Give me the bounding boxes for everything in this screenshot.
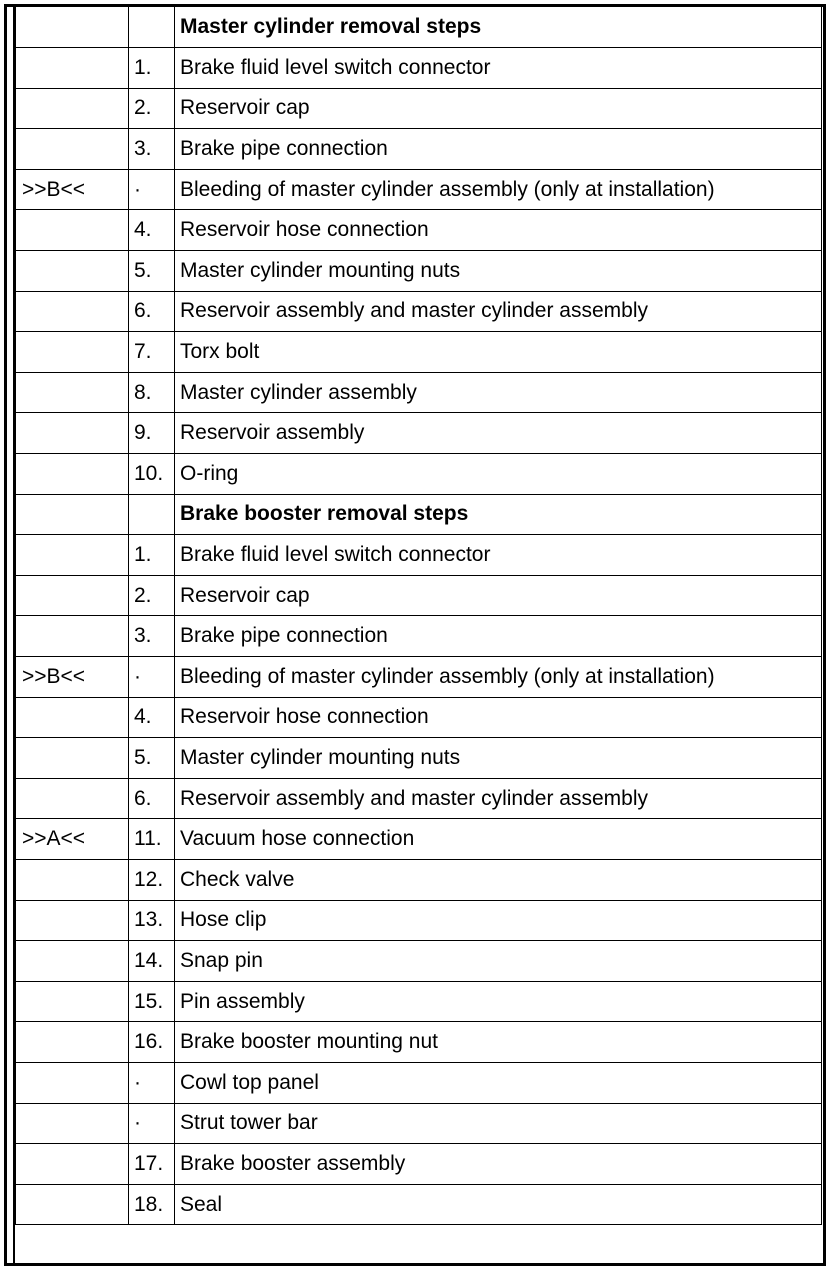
table-row xyxy=(16,1062,822,1103)
reference-cell xyxy=(16,494,129,535)
step-number-cell: 15. xyxy=(129,981,175,1022)
step-description-cell: Strut tower bar xyxy=(175,1103,822,1144)
reference-cell xyxy=(16,535,129,576)
reference-cell xyxy=(16,575,129,616)
step-number-cell: 12. xyxy=(129,859,175,900)
step-number-cell: 3. xyxy=(129,616,175,657)
step-description-cell: Reservoir cap xyxy=(175,88,822,129)
table-row xyxy=(16,1022,822,1063)
table-row xyxy=(16,1184,822,1225)
table-row xyxy=(16,535,822,576)
step-description-cell: O-ring xyxy=(175,454,822,495)
reference-cell: >>A<< xyxy=(16,819,129,860)
step-description-cell: Reservoir hose connection xyxy=(175,210,822,251)
reference-cell xyxy=(16,251,129,292)
step-description-cell: Brake pipe connection xyxy=(175,129,822,170)
reference-cell xyxy=(16,900,129,941)
reference-cell xyxy=(16,413,129,454)
step-description-cell: Brake booster assembly xyxy=(175,1144,822,1185)
reference-cell xyxy=(16,332,129,373)
step-description-cell: Master cylinder mounting nuts xyxy=(175,738,822,779)
table-row xyxy=(16,48,822,89)
step-description-cell: Reservoir cap xyxy=(175,575,822,616)
step-description-cell: Master cylinder assembly xyxy=(175,372,822,413)
reference-cell xyxy=(16,1062,129,1103)
reference-cell xyxy=(16,48,129,89)
table-row xyxy=(16,819,822,860)
reference-cell xyxy=(16,1144,129,1185)
step-number-cell: 16. xyxy=(129,1022,175,1063)
table-row xyxy=(16,372,822,413)
reference-cell xyxy=(16,454,129,495)
step-description-cell: Pin assembly xyxy=(175,981,822,1022)
step-number-cell: · xyxy=(129,1062,175,1103)
step-description-cell: Bleeding of master cylinder assembly (only at installation) xyxy=(175,657,822,698)
step-description-cell: Vacuum hose connection xyxy=(175,819,822,860)
reference-cell: >>B<< xyxy=(16,657,129,698)
table-row xyxy=(16,616,822,657)
reference-cell xyxy=(16,616,129,657)
table-body xyxy=(16,7,822,1225)
step-description-cell: Torx bolt xyxy=(175,332,822,373)
table-row xyxy=(16,454,822,495)
step-number-cell: · xyxy=(129,169,175,210)
table-row xyxy=(16,859,822,900)
step-number-cell: 2. xyxy=(129,88,175,129)
table-row xyxy=(16,981,822,1022)
table-row xyxy=(16,778,822,819)
step-description-cell: Cowl top panel xyxy=(175,1062,822,1103)
reference-cell xyxy=(16,697,129,738)
step-number-cell: 7. xyxy=(129,332,175,373)
step-description-cell: Reservoir assembly and master cylinder assembly xyxy=(175,778,822,819)
reference-cell xyxy=(16,291,129,332)
removal-steps-table xyxy=(15,7,822,1225)
table-row xyxy=(16,657,822,698)
reference-cell xyxy=(16,738,129,779)
reference-cell xyxy=(16,941,129,982)
step-number-cell: 17. xyxy=(129,1144,175,1185)
step-number-cell: 18. xyxy=(129,1184,175,1225)
step-description-cell: Reservoir hose connection xyxy=(175,697,822,738)
step-number-cell: 9. xyxy=(129,413,175,454)
reference-cell xyxy=(16,1103,129,1144)
step-number-cell: 4. xyxy=(129,697,175,738)
step-number-cell: · xyxy=(129,657,175,698)
step-number-cell: 8. xyxy=(129,372,175,413)
reference-cell xyxy=(16,372,129,413)
step-description-cell: Master cylinder removal steps xyxy=(175,7,822,48)
step-description-cell: Brake booster mounting nut xyxy=(175,1022,822,1063)
reference-cell: >>B<< xyxy=(16,169,129,210)
table-row xyxy=(16,332,822,373)
step-description-cell: Reservoir assembly xyxy=(175,413,822,454)
step-description-cell: Brake fluid level switch connector xyxy=(175,48,822,89)
step-number-cell xyxy=(129,7,175,48)
table-row xyxy=(16,900,822,941)
step-description-cell: Hose clip xyxy=(175,900,822,941)
step-number-cell: 2. xyxy=(129,575,175,616)
step-number-cell: 13. xyxy=(129,900,175,941)
step-description-cell: Check valve xyxy=(175,859,822,900)
table-row xyxy=(16,413,822,454)
section-heading-row xyxy=(16,7,822,48)
table-row xyxy=(16,129,822,170)
step-number-cell: 4. xyxy=(129,210,175,251)
step-number-cell: 14. xyxy=(129,941,175,982)
table-row xyxy=(16,575,822,616)
step-number-cell: 10. xyxy=(129,454,175,495)
reference-cell xyxy=(16,1022,129,1063)
step-description-cell: Bleeding of master cylinder assembly (only at installation) xyxy=(175,169,822,210)
reference-cell xyxy=(16,88,129,129)
step-number-cell: 5. xyxy=(129,738,175,779)
table-row xyxy=(16,1144,822,1185)
table-row xyxy=(16,210,822,251)
reference-cell xyxy=(16,129,129,170)
step-description-cell: Brake fluid level switch connector xyxy=(175,535,822,576)
reference-cell xyxy=(16,981,129,1022)
step-description-cell: Brake pipe connection xyxy=(175,616,822,657)
table-row xyxy=(16,169,822,210)
step-description-cell: Master cylinder mounting nuts xyxy=(175,251,822,292)
step-number-cell: 6. xyxy=(129,778,175,819)
table-row xyxy=(16,941,822,982)
table-row xyxy=(16,291,822,332)
table-row xyxy=(16,738,822,779)
table-row xyxy=(16,88,822,129)
reference-cell xyxy=(16,859,129,900)
reference-cell xyxy=(16,1184,129,1225)
step-number-cell xyxy=(129,494,175,535)
section-heading-row xyxy=(16,494,822,535)
step-number-cell: · xyxy=(129,1103,175,1144)
step-description-cell: Seal xyxy=(175,1184,822,1225)
step-number-cell: 3. xyxy=(129,129,175,170)
table-row xyxy=(16,697,822,738)
table-row xyxy=(16,251,822,292)
step-number-cell: 1. xyxy=(129,48,175,89)
step-number-cell: 11. xyxy=(129,819,175,860)
step-number-cell: 5. xyxy=(129,251,175,292)
reference-cell xyxy=(16,7,129,48)
step-number-cell: 1. xyxy=(129,535,175,576)
step-number-cell: 6. xyxy=(129,291,175,332)
step-description-cell: Reservoir assembly and master cylinder assembly xyxy=(175,291,822,332)
reference-cell xyxy=(16,778,129,819)
table-row xyxy=(16,1103,822,1144)
reference-cell xyxy=(16,210,129,251)
step-description-cell: Brake booster removal steps xyxy=(175,494,822,535)
step-description-cell: Snap pin xyxy=(175,941,822,982)
